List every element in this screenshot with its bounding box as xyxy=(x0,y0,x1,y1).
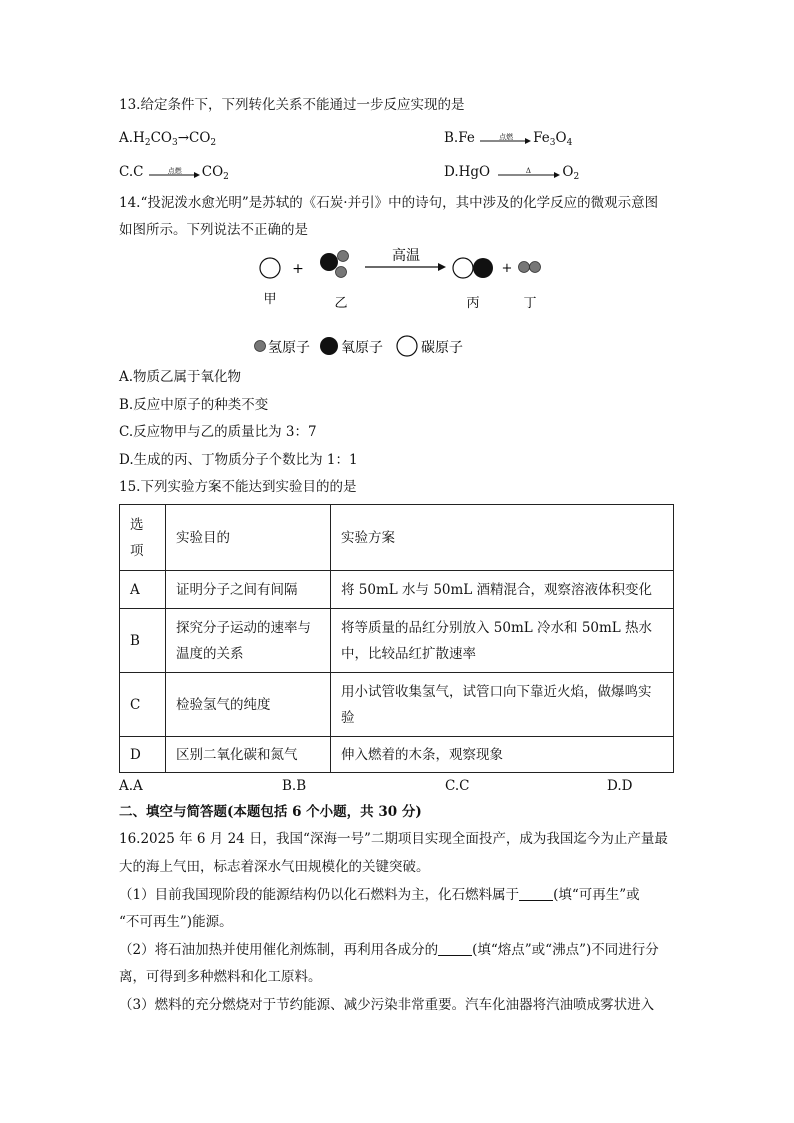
table-row xyxy=(120,737,674,773)
reaction-arrow: Δ xyxy=(494,163,562,183)
arrow-icon xyxy=(438,263,446,271)
header-plan: 实验方案 xyxy=(331,505,674,571)
q15-answer-b: B.B xyxy=(282,778,307,794)
q13-option-c: C.C 点燃 $CO_2$ xyxy=(119,164,229,182)
answer-blank[interactable] xyxy=(438,941,472,956)
row-option: B xyxy=(120,609,166,673)
label-yi: 乙 xyxy=(334,296,348,311)
q16-part1: （1）目前我国现阶段的能源结构仍以化石燃料为主，化石燃料属于 (填“可再生”或 xyxy=(119,887,640,903)
carbon-legend-icon xyxy=(397,336,417,356)
reaction-micro-diagram xyxy=(250,240,570,370)
q14-option-a: A.物质乙属于氧化物 xyxy=(119,369,242,385)
header-option: 选 项 xyxy=(120,505,166,571)
hydrogen-atom-icon xyxy=(519,262,530,273)
section-heading: 二、填空与简答题(本题包括 6 个小题，共 30 分) xyxy=(119,804,422,820)
hydrogen-legend-icon xyxy=(255,341,266,352)
q14-option-b: B.反应中原子的种类不变 xyxy=(119,397,269,413)
reaction-arrow: 点燃 xyxy=(148,163,202,183)
carbon-atom-icon xyxy=(453,258,473,278)
answer-blank[interactable] xyxy=(519,886,553,901)
q14-stem-line1: 14.“投泥泼水愈光明”是苏轼的《石炭·并引》中的诗句，其中涉及的化学反应的微观示意图 xyxy=(119,195,659,211)
q13-option-d: D.HgO Δ $O_2$ xyxy=(444,164,580,182)
q13-option-a: $A.H_2CO_3\to CO_2$ xyxy=(119,130,217,148)
table-header-row xyxy=(120,505,674,571)
row-goal: 证明分子之间有间隔 xyxy=(166,571,331,609)
row-option: A xyxy=(120,571,166,609)
q16-part1-cont: “不可再生”)能源。 xyxy=(119,914,233,930)
row-goal: 区别二氧化碳和氮气 xyxy=(166,737,331,773)
label-ding: 丁 xyxy=(523,296,537,311)
experiment-table xyxy=(119,504,674,773)
row-plan: 将 50mL 水与 50mL 酒精混合，观察溶液体积变化 xyxy=(331,571,674,609)
row-plan: 将等质量的品红分别放入 50mL 冷水和 50mL 热水中，比较品红扩散速率 xyxy=(331,609,674,673)
table-row xyxy=(120,571,674,609)
reaction-condition: 高温 xyxy=(392,248,420,264)
table-row xyxy=(120,673,674,737)
hydrogen-atom-icon xyxy=(338,251,349,262)
reaction-arrow: 点燃 xyxy=(479,129,533,149)
row-option: D xyxy=(120,737,166,773)
q16-stem-line2: 大的海上气田，标志着深水气田规模化的关键突破。 xyxy=(119,859,430,875)
row-plan: 用小试管收集氢气，试管口向下靠近火焰，做爆鸣实验 xyxy=(331,673,674,737)
q13-option-b: B.Fe 点燃 $Fe_3O_4$ xyxy=(444,130,573,148)
legend-hydrogen: 氢原子 xyxy=(268,340,310,356)
oxygen-legend-icon xyxy=(320,337,338,355)
row-goal: 探究分子运动的速率与温度的关系 xyxy=(166,609,331,673)
q13-stem: 13.给定条件下，下列转化关系不能通过一步反应实现的是 xyxy=(119,97,465,113)
header-goal: 实验目的 xyxy=(166,505,331,571)
q15-answer-c: C.C xyxy=(445,778,470,794)
legend-oxygen: 氧原子 xyxy=(341,340,383,356)
row-option: C xyxy=(120,673,166,737)
q15-answer-a: A.A xyxy=(119,778,143,794)
plus-sign: + xyxy=(501,261,513,276)
row-plan: 伸入燃着的木条，观察现象 xyxy=(331,737,674,773)
hydrogen-atom-icon xyxy=(530,262,541,273)
oxygen-atom-icon xyxy=(473,258,493,278)
label-bing: 丙 xyxy=(466,296,480,311)
plus-sign: + xyxy=(292,261,304,277)
q14-option-c: C.反应物甲与乙的质量比为 3：7 xyxy=(119,424,317,440)
label-jia: 甲 xyxy=(263,292,277,307)
hydrogen-atom-icon xyxy=(336,267,347,278)
q16-part2-cont: 离，可得到多种燃料和化工原料。 xyxy=(119,969,322,985)
q14-option-d: D.生成的丙、丁物质分子个数比为 1：1 xyxy=(119,452,358,468)
oxygen-atom-icon xyxy=(320,253,338,271)
q16-part2: （2）将石油加热并使用催化剂炼制，再利用各成分的 (填“熔点”或“沸点”)不同进行分 xyxy=(119,942,659,958)
row-goal: 检验氢气的纯度 xyxy=(166,673,331,737)
table-row xyxy=(120,609,674,673)
carbon-atom-icon xyxy=(260,258,280,278)
q16-part3: （3）燃料的充分燃烧对于节约能源、减少污染非常重要。汽车化油器将汽油喷成雾状进入 xyxy=(119,997,655,1013)
q14-stem-line2: 如图所示。下列说法不正确的是 xyxy=(119,222,308,238)
legend-carbon: 碳原子 xyxy=(421,340,463,356)
q16-stem-line1: 16.2025 年 6 月 24 日，我国“深海一号”二期项目实现全面投产，成为我国迄今为止产量最 xyxy=(119,831,668,847)
q15-answer-d: D.D xyxy=(607,778,633,794)
q15-stem: 15.下列实验方案不能达到实验目的的是 xyxy=(119,479,357,495)
